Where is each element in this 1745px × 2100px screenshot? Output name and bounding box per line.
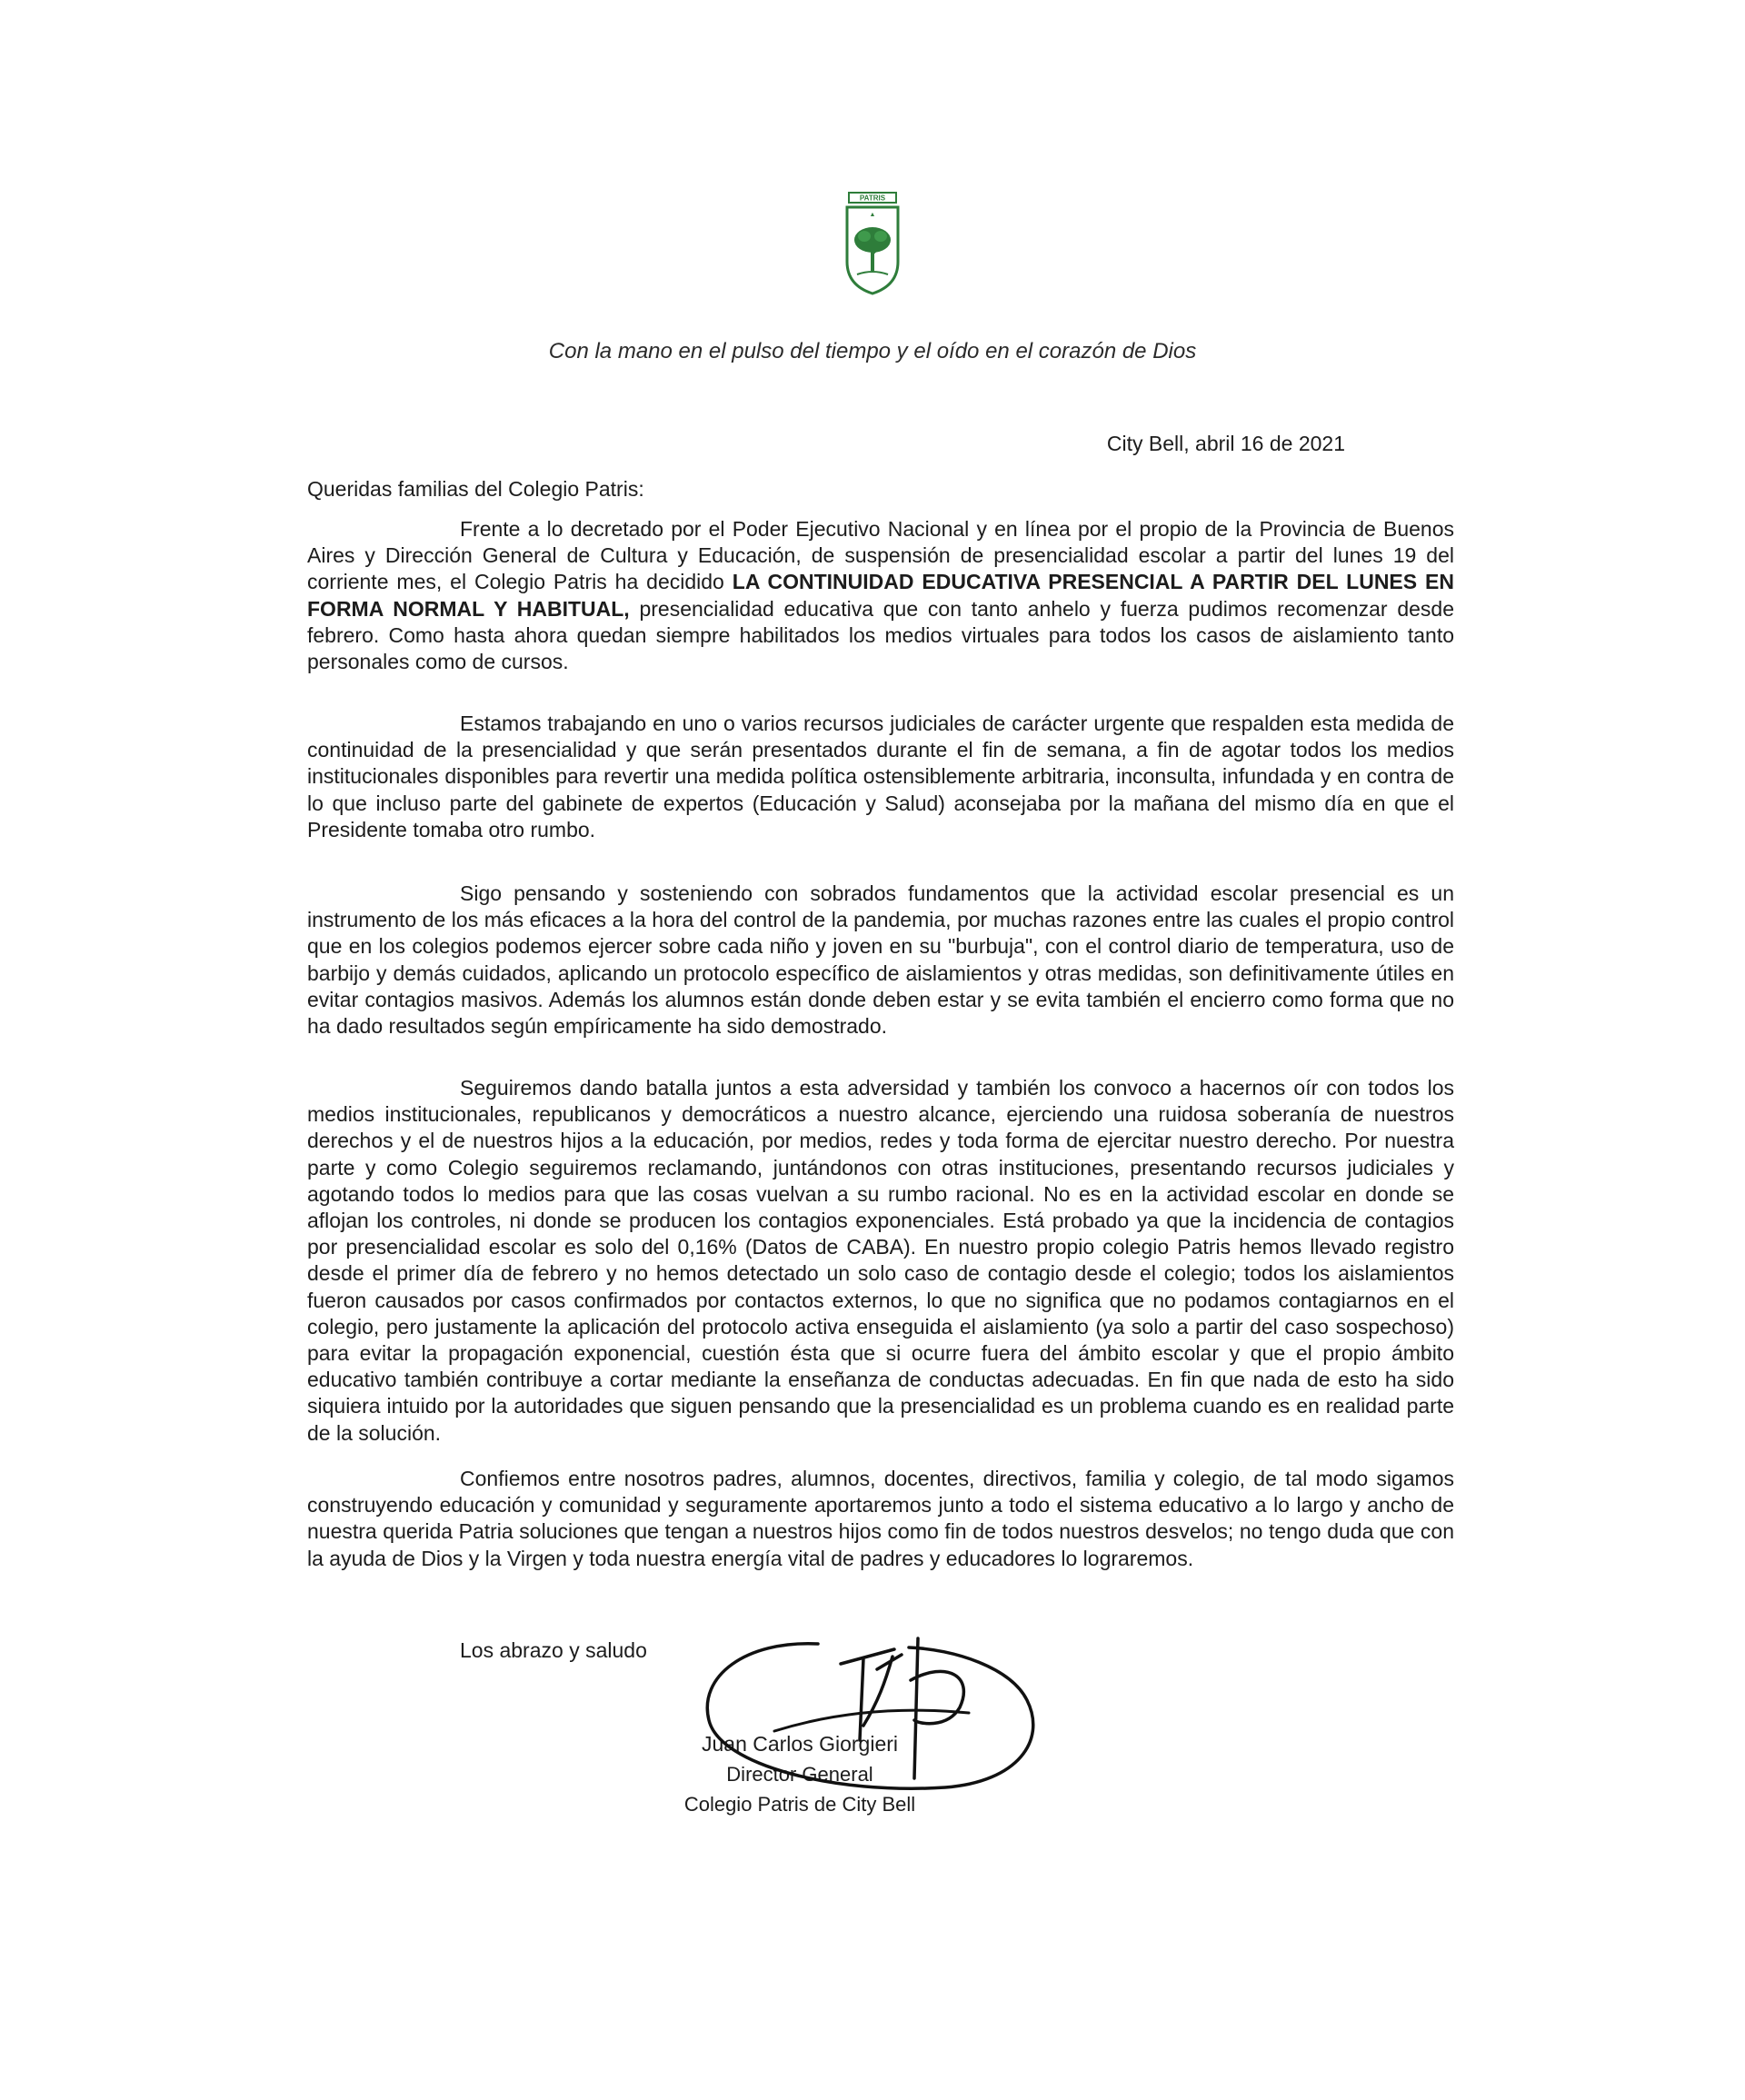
body-paragraph-4: Seguiremos dando batalla juntos a esta adversidad y también los convoco a hacernos oír con todos los medios institucionales, republicanos y democráticos a nuestro alcance, ejerciendo una ruidosa soberanía de nuestros derechos y el de nuestros hijos a la educación, por medios, redes y toda forma de ejercitar nuestro derecho. Por nuestra parte y como Colegio seguiremos reclamando, juntándonos con otras instituciones, presentando recursos judiciales y agotando todos lo medios para que las cosas vuelvan a su rumbo racional. No es en la actividad escolar en donde se aflojan los controles, ni donde se producen los contagios exponenciales. Está probado ya que la incidencia de contagios por presencialidad escolar es solo del 0,16% (Datos de CABA). En nuestro propio colegio Patris hemos llevado registro desde el primer día de febrero y no hemos detectado un solo caso de contagio desde el colegio; todos los aislamientos fueron causados por casos confirmados por contactos externos, lo que no significa que no podamos contagiarnos en el colegio, pero justamente la aplicación del protocolo activa enseguida el aislamiento (ya solo a partir del caso sospechoso) para evitar la propagación exponencial, cuestión ésta que si ocurre fuera del ámbito escolar y que el propio ámbito educativo también contribuye a cortar mediante la enseñanza de conductas adecuadas. En fin que nada de esto ha sido siquiera intuido por la autoridades que siguen pensando que la presencialidad es un problema cuando es en realidad parte de la solución.	[307, 1076, 1454, 1445]
body-paragraph-5: Confiemos entre nosotros padres, alumnos, docentes, directivos, familia y colegio, de tal modo sigamos construyendo educación y comunidad y seguramente aportaremos junto a todo el sistema educativo a lo largo y ancho de nuestra querida Patria soluciones que tengan a nuestros hijos como fin de todos nuestros desvelos; no tengo duda que con la ayuda de Dios y la Virgen y toda nuestra energía vital de padres y educadores lo lograremos.	[307, 1467, 1454, 1570]
signatory-title: Director General	[726, 1763, 873, 1786]
handwritten-signature	[691, 1613, 1041, 1804]
letter-date: City Bell, abril 16 de 2021	[1106, 432, 1345, 455]
body-paragraph-2: Estamos trabajando en uno o varios recursos judiciales de carácter urgente que respalden esta medida de continuidad de la presencialidad y que serán presentados durante el fin de semana, a fin de agotar todos los medios institucionales disponibles para revertir una medida política ostensiblemente arbitraria, inconsulta, infundada y en contra de lo que incluso parte del gabinete de expertos (Educación y Salud) aconsejaba por la mañana del mismo día en que el Presidente tomaba otro rumbo.	[307, 712, 1454, 841]
svg-text:▲: ▲	[869, 212, 876, 218]
body-paragraph-3: Sigo pensando y sosteniendo con sobrados fundamentos que la actividad escolar presencial es un instrumento de los más eficaces a la hora del control de la pandemia, por muchas razones entre las cuales el propio control que en los colegios podemos ejercer sobre cada niño y joven en su "burbuja", con el control diario de temperatura, uso de barbijo y demás cuidados, aplicando un protocolo específico de aislamientos y otras medidas, son definitivamente útiles en evitar contagios masivos. Además los alumnos están donde deben estar y se evita también el encierro como forma que no ha dado resultados según empíricamente ha sido demostrado.	[307, 881, 1454, 1039]
school-crest-logo	[844, 191, 901, 296]
bold-announcement: LA CONTINUIDAD EDUCATIVA PRESENCIAL A PARTIR DEL LUNES EN FORMA NORMAL Y HABITUAL,	[307, 570, 1454, 621]
closing-line: Los abrazo y saludo	[460, 1638, 647, 1662]
signatory-institution: Colegio Patris de City Bell	[683, 1793, 916, 1816]
signatory-name: Juan Carlos Giorgieri	[701, 1732, 899, 1756]
crest-banner-text: PATRIS	[859, 194, 886, 203]
letter-greeting: Queridas familias del Colegio Patris:	[307, 477, 644, 501]
school-motto: Con la mano en el pulso del tiempo y el oído en el corazón de Dios	[548, 339, 1197, 363]
body-paragraph-1: Frente a lo decretado por el Poder Ejecutivo Nacional y en línea por el propio de la Provincia de Buenos Aires y Dirección General de Cultura y Educación, de suspensión de presencialidad escolar a partir del lunes 19 del corriente mes, el Colegio Patris ha decidido LA CONTINUIDAD EDUCATIVA PRESENCIAL A PARTIR DEL LUNES EN FORMA NORMAL Y HABITUAL, presencialidad educativa que con tanto anhelo y fuerza pudimos recomenzar desde febrero. Como hasta ahora quedan siempre habilitados los medios virtuales para todos los casos de aislamiento tanto personales como de cursos.	[307, 517, 1454, 674]
